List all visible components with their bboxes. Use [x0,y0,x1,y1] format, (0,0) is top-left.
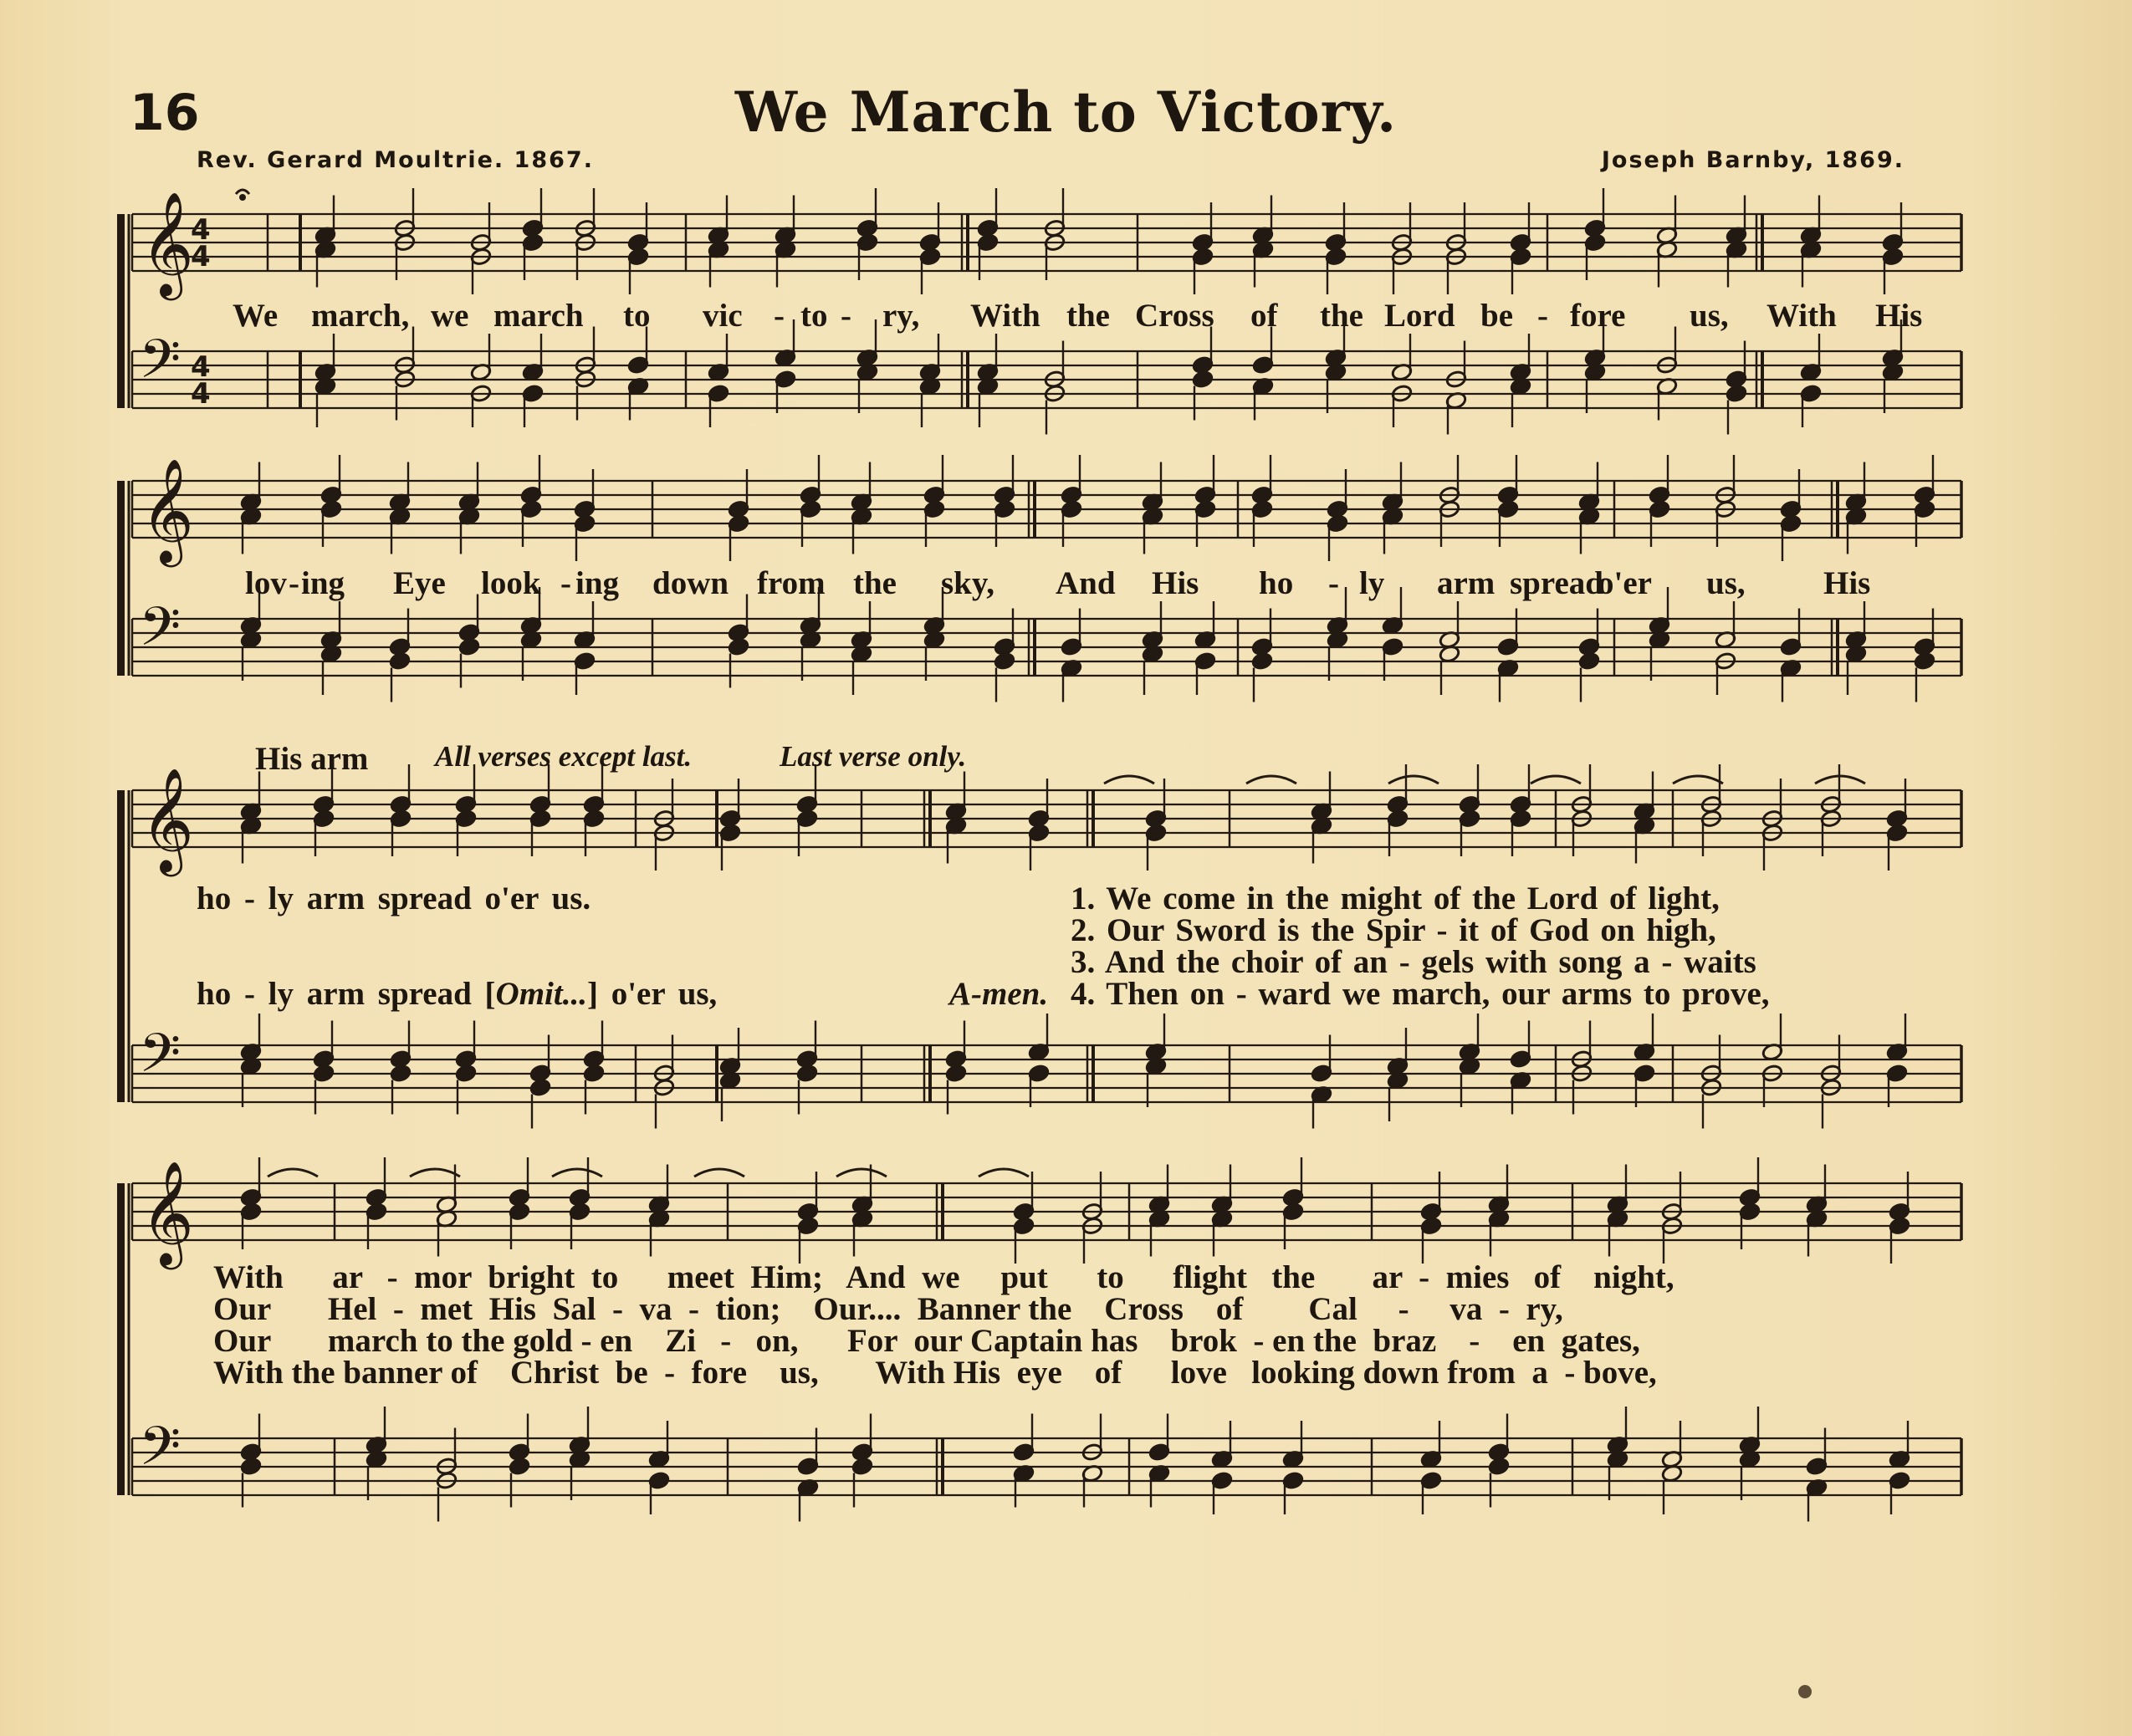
note-head [458,637,480,656]
lyric-syllable: the [1320,298,1363,334]
note-head [583,1064,605,1083]
note-head [1192,370,1214,389]
verse-3-start: 3. And the choir of an - gels with song a - waits [1071,944,1756,980]
page-number: 16 [130,84,200,142]
treble-clef: 𝄞 [141,768,194,872]
note-head [389,651,411,671]
all-verses-direction: All verses except last. [435,740,693,773]
lyric-syllable: down [652,565,729,601]
lyric-syllable: o'er [1598,565,1652,601]
slur [694,1169,744,1177]
bass-clef: 𝄢 [139,329,182,404]
lyric-syllable: we [431,298,469,334]
omit-text: Omit... [495,976,587,1012]
lyric-syllable: His [1875,298,1923,334]
lyric-syllable: And [1056,565,1116,601]
lyric-syllable: the [853,565,897,601]
bass-clef: 𝄢 [139,1416,182,1491]
system-bracket [117,1183,125,1495]
slur [836,1169,887,1177]
fermata-mark [236,190,249,194]
line-b-after: ] o'er us, [586,976,718,1012]
verse-1-start: 1. We come in the might of the Lord of light, [1071,881,1720,917]
system3-lyric-line-a: ho - ly arm spread o'er us. [197,881,591,917]
note-head [851,1457,873,1476]
note-head [1488,1457,1510,1476]
slur [1388,776,1439,784]
lyric-syllable: We [233,298,279,334]
author-credit: Rev. Gerard Moultrie. 1867. [197,147,594,173]
slur [1531,776,1581,784]
his-arm-label: His arm [255,741,369,777]
note-head [1578,651,1600,671]
note-head [1726,384,1747,403]
verse-3-end: Our march to the gold - en Zi - on, For our Captain has brok - en the braz - en gates, [213,1323,1640,1359]
lyric-syllable: vic [703,298,743,334]
lyric-syllable: to [800,298,828,334]
time-signature-top: 4 [191,350,211,384]
treble-clef: 𝄞 [141,191,194,296]
note-head [1251,651,1273,671]
lyric-syllable: of [1250,298,1278,334]
bass-clef: 𝄢 [139,596,182,671]
note-head [796,1064,818,1083]
lyric-syllable: be [1480,298,1513,334]
lyric-syllable: sky, [941,565,994,601]
lyric-syllable: march, [311,298,410,334]
lyric-syllable: march [493,298,584,334]
ink-speck [1798,1685,1812,1698]
treble-clef: 𝄞 [141,1161,194,1265]
verse-2-start: 2. Our Sword is the Spir - it of God on high, [1071,912,1716,948]
slur [268,1169,318,1177]
lyric-syllable: the [1066,298,1110,334]
lyric-syllable: Eye [393,565,446,601]
treble-clef: 𝄞 [141,458,194,563]
verse-2-end: Our Hel - met His Sal - va - tion; Our.... Banner the Cross of Cal - va - ry, [213,1291,1563,1327]
slur [1246,776,1296,784]
note-head [1914,651,1935,671]
verse-4-start: 4. Then on - ward we march, our arms to prove, [1071,976,1770,1012]
hymn-title: We March to Victory. [734,79,1398,145]
note-head [313,1064,335,1083]
time-signature-bottom: 4 [191,240,211,273]
slur [552,1169,602,1177]
line-b-before: ho - ly arm spread [ [197,976,496,1012]
lyric-syllable: - [1537,298,1548,334]
lyric-syllable: His [1823,565,1871,601]
composer-credit: Joseph Barnby, 1869. [1601,147,1904,173]
note-head [945,1064,967,1083]
system2-lyrics [0,564,2132,606]
lyric-syllable: us, [1690,298,1729,334]
lyric-syllable: ing [575,565,620,601]
lyric-syllable: us, [1706,565,1746,601]
lyric-syllable: - [560,565,571,601]
lyric-syllable: - [841,298,851,334]
lyric-syllable: to [623,298,651,334]
slur [410,1169,460,1177]
lyric-syllable: - [774,298,785,334]
lyric-syllable: ly [1359,565,1385,601]
lyric-syllable: look [481,565,541,601]
note-head [994,651,1015,671]
bass-clef: 𝄢 [139,1023,182,1098]
amen-text: A-men. [949,976,1049,1012]
lyric-syllable: Lord [1384,298,1455,334]
verse-1-end: With ar - mor bright to meet Him; And we put to flight the ar - mies of night, [213,1259,1674,1295]
system3-lyric-line-b [197,975,717,1013]
note-head [509,1457,530,1476]
lyric-syllable: ho [1259,565,1294,601]
lyric-syllable: arm [1437,565,1495,601]
last-verse-direction: Last verse only. [780,740,967,773]
fermata-dot [239,194,246,201]
slur [1104,776,1154,784]
lyric-syllable: lov [245,565,287,601]
system1-lyrics [0,297,2132,339]
lyric-syllable: ry, [882,298,920,334]
note-head [240,1457,262,1476]
lyric-syllable: Cross [1135,298,1214,334]
lyric-syllable: ing [301,565,345,601]
time-signature-bottom: 4 [191,377,211,411]
note-head [728,637,749,656]
note-head [455,1064,477,1083]
lyric-syllable: - [289,565,299,601]
slur [979,1169,1029,1177]
lyric-syllable: from [757,565,826,601]
lyric-syllable: fore [1570,298,1626,334]
lyric-syllable: - [1328,565,1339,601]
lyric-syllable: With [970,298,1040,334]
verse-4-end: With the banner of Christ be - fore us, With His eye of love looking down from a - bove, [213,1355,1657,1391]
lyric-syllable: With [1766,298,1837,334]
lyric-syllable: His [1152,565,1199,601]
note-head [390,1064,412,1083]
system-bracket [117,790,125,1102]
time-signature-top: 4 [191,213,211,247]
slur [1673,776,1723,784]
note-head [529,1078,551,1097]
lyric-syllable: spread [1510,565,1603,601]
